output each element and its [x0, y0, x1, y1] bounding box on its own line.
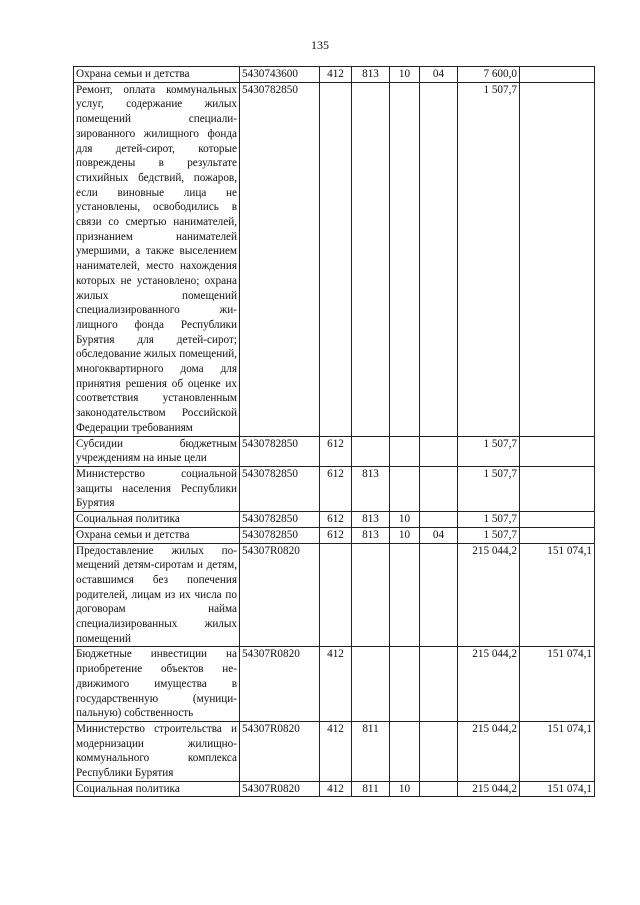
target-code-cell: 5430782850 — [240, 466, 320, 511]
ministry-code-cell: 811 — [352, 781, 390, 797]
expense-name-cell: Социальная политика — [74, 512, 240, 528]
amount-1-cell: 1 507,7 — [458, 436, 520, 466]
amount-2-cell — [520, 512, 595, 528]
section-cell — [390, 82, 420, 436]
table-row — [74, 721, 595, 781]
ministry-code-cell — [352, 82, 390, 436]
section-cell — [390, 543, 420, 647]
expense-type-cell: 612 — [320, 512, 352, 528]
expense-name-cell: Охрана семьи и детства — [74, 67, 240, 83]
section-cell — [390, 721, 420, 781]
amount-1-cell: 1 507,7 — [458, 466, 520, 511]
section-cell: 10 — [390, 527, 420, 543]
expense-name-cell: Охрана семьи и детства — [74, 527, 240, 543]
amount-2-cell — [520, 466, 595, 511]
expense-type-cell: 412 — [320, 647, 352, 722]
ministry-code-cell: 813 — [352, 67, 390, 83]
table-row — [74, 466, 595, 511]
ministry-code-cell — [352, 647, 390, 722]
amount-2-cell: 151 074,1 — [520, 543, 595, 647]
ministry-code-cell — [352, 436, 390, 466]
section-cell: 10 — [390, 512, 420, 528]
amount-1-cell: 7 600,0 — [458, 67, 520, 83]
table-row — [74, 543, 595, 647]
expense-name-cell: Министерство социальной защиты населения Республики Бурятия — [74, 466, 240, 511]
subsection-cell — [420, 543, 458, 647]
table-row — [74, 647, 595, 722]
table-row — [74, 67, 595, 83]
target-code-cell: 54307R0820 — [240, 543, 320, 647]
subsection-cell — [420, 512, 458, 528]
expense-type-cell: 412 — [320, 721, 352, 781]
target-code-cell: 5430782850 — [240, 512, 320, 528]
subsection-cell: 04 — [420, 67, 458, 83]
subsection-cell — [420, 721, 458, 781]
amount-2-cell — [520, 527, 595, 543]
amount-2-cell — [520, 82, 595, 436]
ministry-code-cell: 811 — [352, 721, 390, 781]
amount-1-cell: 1 507,7 — [458, 527, 520, 543]
expense-type-cell: 412 — [320, 67, 352, 83]
ministry-code-cell: 813 — [352, 512, 390, 528]
amount-1-cell: 215 044,2 — [458, 781, 520, 797]
expense-name-cell: Предоставление жилых помещений детям-сиротам и детям, оставшимся без попечения родителей, лицам из их числа по договорам найма специализированных жилых помещений — [74, 543, 240, 647]
expense-type-cell: 612 — [320, 527, 352, 543]
expense-name-cell: Ремонт, оплата коммунальных услуг, содержание жилых помещений специализированного жилищного фонда для детей-сирот, которые повреждены в результате стихийных бедствий, пожаров, если виновные лица не установлены, освободились в связи со смертью нанимателей, признанием нанимателей умершими, а также выселением нанимателей, место нахождения которых не установлено; охрана жилых помещений специализированного жилищного фонда Республики Бурятия для детей-сирот; обследование жилых помещений, многоквартирного дома для принятия решения об оценке их соответствия установленным законодательством Российской Федерации требованиям — [74, 82, 240, 436]
amount-1-cell: 215 044,2 — [458, 721, 520, 781]
table-row — [74, 781, 595, 797]
section-cell: 10 — [390, 67, 420, 83]
section-cell: 10 — [390, 781, 420, 797]
expense-type-cell: 612 — [320, 466, 352, 511]
amount-2-cell — [520, 436, 595, 466]
table-row — [74, 512, 595, 528]
expense-name-cell: Социальная политика — [74, 781, 240, 797]
table-row — [74, 82, 595, 436]
table-body — [74, 67, 595, 797]
expense-type-cell — [320, 543, 352, 647]
budget-table — [73, 66, 595, 797]
amount-2-cell — [520, 67, 595, 83]
target-code-cell: 5430782850 — [240, 527, 320, 543]
table-row — [74, 527, 595, 543]
target-code-cell: 54307R0820 — [240, 721, 320, 781]
table-row — [74, 436, 595, 466]
section-cell — [390, 436, 420, 466]
ministry-code-cell: 813 — [352, 527, 390, 543]
target-code-cell: 5430743600 — [240, 67, 320, 83]
subsection-cell — [420, 436, 458, 466]
subsection-cell — [420, 466, 458, 511]
page-number: 135 — [311, 38, 329, 52]
subsection-cell: 04 — [420, 527, 458, 543]
target-code-cell: 5430782850 — [240, 436, 320, 466]
subsection-cell — [420, 647, 458, 722]
target-code-cell: 54307R0820 — [240, 647, 320, 722]
amount-1-cell: 215 044,2 — [458, 543, 520, 647]
section-cell — [390, 466, 420, 511]
expense-type-cell: 412 — [320, 781, 352, 797]
amount-1-cell: 215 044,2 — [458, 647, 520, 722]
ministry-code-cell: 813 — [352, 466, 390, 511]
expense-name-cell: Бюджетные инвестиции на приобретение объектов недвижимого имущества в государственную (муниципальную) собственность — [74, 647, 240, 722]
section-cell — [390, 647, 420, 722]
expense-name-cell: Субсидии бюджетным учреждениям на иные цели — [74, 436, 240, 466]
expense-type-cell — [320, 82, 352, 436]
subsection-cell — [420, 781, 458, 797]
target-code-cell: 54307R0820 — [240, 781, 320, 797]
expense-name-cell: Министерство строительства и модернизации жилищно-коммунального комплекса Республики Бурятия — [74, 721, 240, 781]
expense-type-cell: 612 — [320, 436, 352, 466]
amount-2-cell: 151 074,1 — [520, 721, 595, 781]
target-code-cell: 5430782850 — [240, 82, 320, 436]
ministry-code-cell — [352, 543, 390, 647]
amount-1-cell: 1 507,7 — [458, 512, 520, 528]
amount-1-cell: 1 507,7 — [458, 82, 520, 436]
amount-2-cell: 151 074,1 — [520, 647, 595, 722]
amount-2-cell: 151 074,1 — [520, 781, 595, 797]
subsection-cell — [420, 82, 458, 436]
